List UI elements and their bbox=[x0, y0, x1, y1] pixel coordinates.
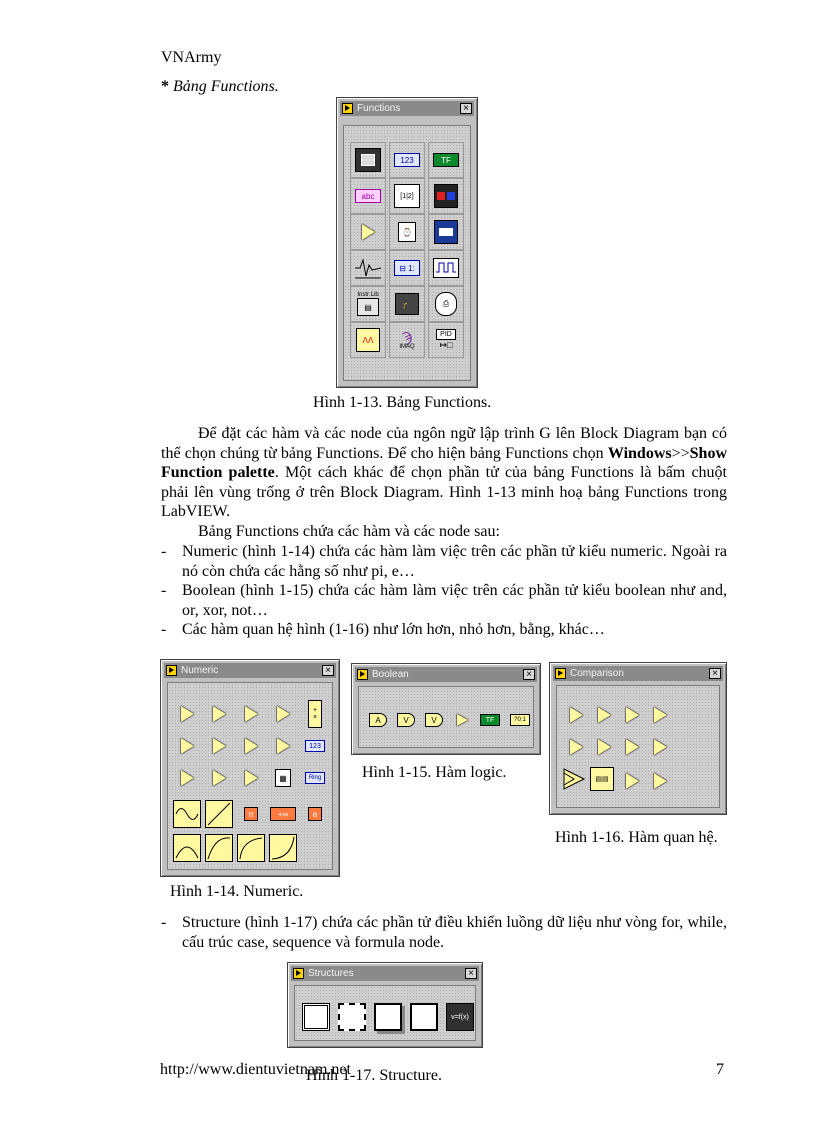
list-item-structure: Structure (hình 1-17) chứa các phần tử điều khiển luồng dữ liệu như vòng for, while, cấu trúc case, sequence và formula node. bbox=[182, 914, 727, 951]
add-array-icon[interactable] bbox=[240, 735, 262, 757]
add-icon[interactable] bbox=[176, 703, 198, 725]
numeric-title: Numeric bbox=[181, 665, 219, 676]
structures-grid bbox=[294, 985, 476, 1041]
list-dash: - bbox=[161, 582, 167, 599]
less-icon[interactable] bbox=[649, 704, 671, 726]
section-bullet: * bbox=[161, 78, 169, 95]
labview-icon bbox=[293, 968, 304, 979]
numeric-icon[interactable]: 123 bbox=[389, 142, 425, 178]
structures-palette bbox=[287, 962, 483, 1048]
select-icon[interactable] bbox=[561, 766, 587, 792]
array-icon[interactable]: [1|2] bbox=[389, 178, 425, 214]
functions-grid bbox=[343, 125, 471, 381]
boolean-title: Boolean bbox=[372, 669, 409, 680]
not-icon[interactable] bbox=[451, 709, 473, 731]
close-button[interactable]: × bbox=[460, 103, 472, 114]
header-title: VNArmy bbox=[161, 49, 222, 66]
numeric-constant-icon[interactable]: 123 bbox=[304, 735, 326, 757]
comparison-grid bbox=[556, 685, 720, 808]
close-button[interactable]: × bbox=[523, 669, 535, 680]
complex-icon[interactable] bbox=[172, 833, 202, 863]
labview-icon bbox=[357, 669, 368, 680]
analyze-icon[interactable] bbox=[350, 250, 386, 286]
e-constant-icon[interactable]: e bbox=[304, 803, 326, 825]
numeric-titlebar[interactable] bbox=[164, 663, 336, 678]
list-item-numeric: Numeric (hình 1-14) chứa các hàm làm việc trên các phần tử kiểu numeric. Ngoài ra nó còn chứa các hằng số như pi, e… bbox=[182, 543, 727, 580]
list-dash: - bbox=[161, 914, 167, 931]
equal-icon[interactable] bbox=[565, 704, 587, 726]
not-a-number-icon[interactable] bbox=[649, 770, 671, 792]
conversion-icon[interactable]: ▦ bbox=[272, 767, 294, 789]
tutorial-icon[interactable]: 🎓 bbox=[389, 286, 425, 322]
for-loop-icon[interactable] bbox=[371, 1000, 405, 1034]
comparison-title: Comparison bbox=[570, 668, 624, 679]
math-icon[interactable]: ΛΛ bbox=[350, 322, 386, 358]
comparison-icon[interactable] bbox=[350, 214, 386, 250]
pi-constant-icon[interactable]: π bbox=[240, 803, 262, 825]
paragraph-intro: Để đặt các hàm và các node của ngôn ngữ lập trình G lên Block Diagram bạn có thể chọn chúng từ bảng Functions. Để cho hiện bảng Functions chọn Windows>>Show Function palette. Một cách khác để chọn phần tử của bảng Functions là bấm chuột phải lên vùng trống ở trên Block Diagram. Hình 1-13 minh hoạ bảng Functions trong LabVIEW. bbox=[161, 425, 727, 520]
pid-icon[interactable]: PID ↦□ bbox=[428, 322, 464, 358]
while-loop-icon[interactable] bbox=[407, 1000, 441, 1034]
section-title: Bảng Functions. bbox=[173, 78, 279, 95]
list-dash: - bbox=[161, 543, 167, 560]
labview-icon bbox=[166, 665, 177, 676]
greater-equal-icon[interactable] bbox=[565, 736, 587, 758]
equal-zero-icon[interactable] bbox=[621, 736, 643, 758]
in-range-icon[interactable] bbox=[621, 770, 643, 792]
bool-to-num-icon[interactable]: ?0:1 bbox=[509, 709, 531, 731]
numeric-palette bbox=[160, 659, 340, 877]
increment-icon[interactable] bbox=[176, 735, 198, 757]
string-icon[interactable]: abc bbox=[350, 178, 386, 214]
list-item-comparison: Các hàm quan hệ hình (1-16) như lớn hơn, nhỏ hơn, bằng, khác… bbox=[182, 621, 605, 638]
figure-caption-1-16: Hình 1-16. Hàm quan hệ. bbox=[555, 829, 718, 846]
time-dialog-icon[interactable]: ⌚ bbox=[389, 214, 425, 250]
decrement-icon[interactable] bbox=[208, 735, 230, 757]
subtract-icon[interactable] bbox=[208, 703, 230, 725]
polynomial-icon[interactable] bbox=[204, 833, 234, 863]
boolean-palette bbox=[351, 663, 541, 755]
log-constant-icon[interactable] bbox=[236, 833, 266, 863]
page-number: 7 bbox=[716, 1061, 724, 1078]
functions-palette bbox=[336, 97, 478, 388]
menu-windows: Windows bbox=[607, 444, 672, 462]
labview-icon bbox=[342, 103, 353, 114]
xor-icon[interactable]: V bbox=[423, 709, 445, 731]
case-icon[interactable] bbox=[335, 1000, 369, 1034]
comparison-palette bbox=[549, 662, 727, 815]
enum-constant-icon[interactable]: Ring bbox=[304, 767, 326, 789]
compound-arithmetic-icon[interactable]: + × bbox=[304, 699, 326, 729]
instr-lib-icon[interactable]: Instr Lib ▤ bbox=[350, 286, 386, 322]
exp-icon[interactable] bbox=[268, 833, 298, 863]
sequence-icon[interactable] bbox=[299, 1000, 333, 1034]
close-button[interactable]: × bbox=[465, 968, 477, 979]
functions-titlebar[interactable] bbox=[340, 101, 474, 116]
figure-caption-1-15: Hình 1-15. Hàm logic. bbox=[362, 764, 507, 781]
figure-caption-1-14: Hình 1-14. Numeric. bbox=[170, 883, 304, 900]
close-button[interactable]: × bbox=[709, 668, 721, 679]
footer-url[interactable]: http://www.dientuvietnam.net bbox=[160, 1061, 351, 1078]
absolute-icon[interactable] bbox=[176, 767, 198, 789]
greater-icon[interactable] bbox=[621, 704, 643, 726]
formula-node-icon[interactable]: v=f(x) bbox=[443, 1000, 477, 1034]
and-icon[interactable]: A bbox=[367, 709, 389, 731]
menu-show-function-palette: Show Function palette bbox=[161, 444, 727, 481]
boolean-titlebar[interactable] bbox=[355, 667, 537, 682]
logarithmic-icon[interactable] bbox=[204, 799, 234, 829]
close-button[interactable]: × bbox=[322, 665, 334, 676]
list-item-boolean: Boolean (hình 1-15) chứa các hàm làm việc trên các phần tử kiểu boolean như and, or, xor, not… bbox=[182, 582, 727, 619]
file-io-icon[interactable] bbox=[428, 214, 464, 250]
comparison-titlebar[interactable] bbox=[553, 666, 723, 681]
daq-icon[interactable]: ⊟ 1: bbox=[389, 250, 425, 286]
figure-caption-1-17: Hình 1-17. Structure. bbox=[306, 1067, 442, 1084]
divide-icon[interactable] bbox=[272, 703, 294, 725]
structures-title: Structures bbox=[308, 968, 354, 979]
boolean-constant-icon[interactable]: TF bbox=[479, 709, 501, 731]
imaq-icon[interactable]: Ϡ IMAQ bbox=[389, 322, 425, 358]
select-vi-icon[interactable]: ⎙ bbox=[428, 286, 464, 322]
boolean-grid bbox=[358, 686, 534, 748]
multiply-array-icon[interactable] bbox=[272, 735, 294, 757]
list-dash: - bbox=[161, 621, 167, 638]
labview-icon bbox=[555, 668, 566, 679]
or-icon[interactable]: V bbox=[395, 709, 417, 731]
not-equal-icon[interactable] bbox=[593, 704, 615, 726]
figure-caption-1-13: Hình 1-13. Bảng Functions. bbox=[313, 394, 492, 411]
boolean-icon[interactable]: TF bbox=[428, 142, 464, 178]
less-equal-icon[interactable] bbox=[593, 736, 615, 758]
infinity-constant-icon[interactable]: +∞ bbox=[268, 803, 298, 825]
functions-title: Functions bbox=[357, 103, 401, 114]
instrument-io-icon[interactable] bbox=[428, 250, 464, 286]
round-icon[interactable] bbox=[208, 767, 230, 789]
structures-titlebar[interactable] bbox=[291, 966, 479, 981]
structures-icon[interactable] bbox=[350, 142, 386, 178]
paragraph-list-intro: Bảng Functions chứa các hàm và các node sau: bbox=[198, 523, 500, 540]
multiply-icon[interactable] bbox=[240, 703, 262, 725]
reciprocal-icon[interactable] bbox=[240, 767, 262, 789]
section-heading bbox=[161, 77, 279, 97]
cluster-icon[interactable] bbox=[428, 178, 464, 214]
not-equal-zero-icon[interactable] bbox=[649, 736, 671, 758]
trig-icon[interactable] bbox=[172, 799, 202, 829]
max-min-icon[interactable]: ▤▤ bbox=[589, 766, 615, 792]
numeric-grid bbox=[167, 682, 333, 870]
